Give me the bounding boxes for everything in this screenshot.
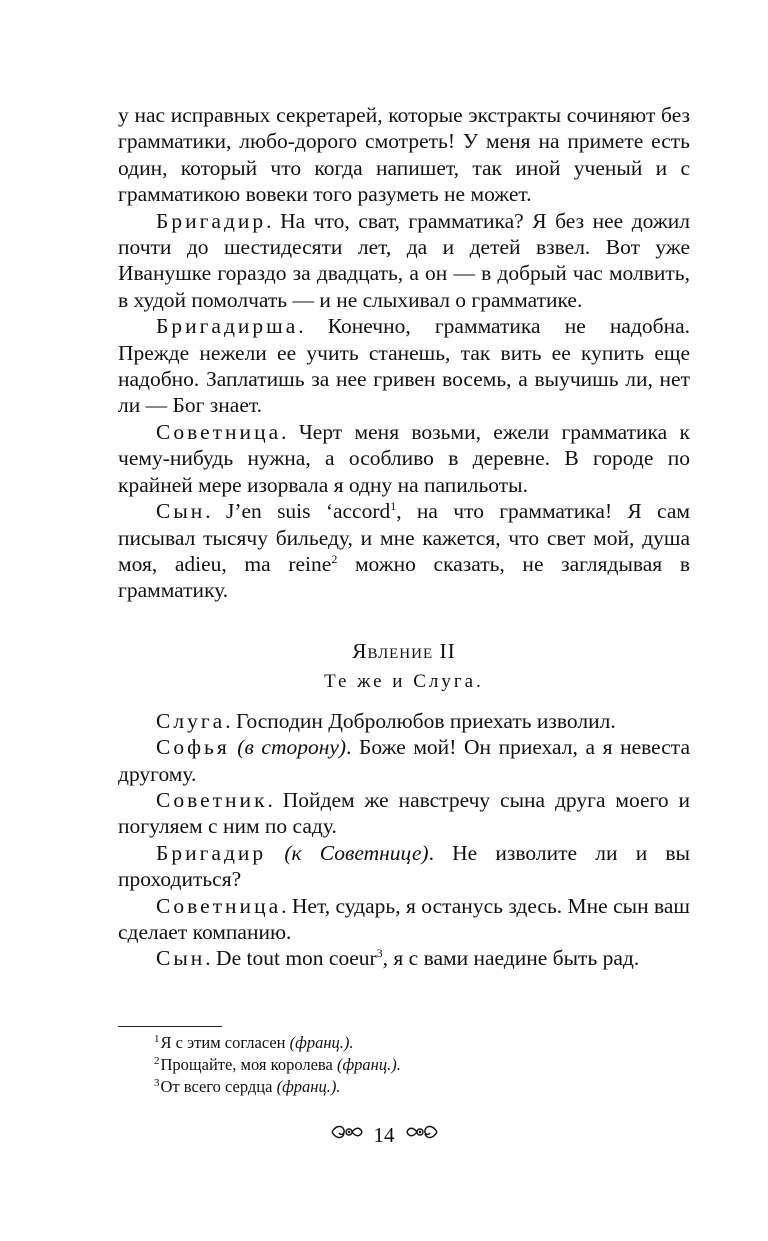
speech-text: . Боже мой! Он приехал, а я невеста другому. (118, 735, 690, 786)
footnote-ref: 2 (331, 551, 338, 566)
speaker-name: Слуга (156, 708, 226, 733)
footnote-text: От всего сердца (160, 1077, 277, 1096)
speaker-name: Сын (156, 499, 206, 524)
speaker-name: Бригадир (156, 208, 267, 233)
footnote-text: Прощайте, моя королева (160, 1055, 337, 1074)
footnote-rule (118, 1026, 222, 1027)
dialogue-paragraph (118, 734, 690, 787)
speech-text: . J’en suis ‘accord (205, 499, 391, 524)
page-footer (0, 1119, 768, 1150)
footnote-language-tag: (франц.). (276, 1077, 341, 1096)
speech-text: . Черт меня возьми, ежели грамматика к чему-нибудь нужна, а особливо в деревне. В городе по крайней мере изорвала я одну на папильоты. (118, 419, 690, 497)
scene-characters: Те же и Слуга. (324, 670, 484, 692)
stage-direction: (в сторону) (229, 735, 347, 760)
speaker-name: Советница (156, 419, 282, 444)
floral-ornament-left-icon (330, 1121, 364, 1150)
footnote-ref: 3 (376, 946, 383, 961)
speech-text: . Не изволите ли и вы проходиться? (118, 840, 690, 892)
footnote-number: 1 (154, 1032, 160, 1045)
dialogue-paragraph (118, 102, 690, 208)
floral-ornament-right-icon (405, 1121, 439, 1150)
footnote-number: 3 (154, 1076, 160, 1089)
scene-heading: Явление II (352, 638, 456, 663)
speech-text: , я с вами наедине быть рад. (382, 946, 640, 971)
speech-text: у нас исправных секретарей, которые экстракты сочиняют без грамматики, любо-дорого смотреть! У меня на примете есть один, который что когда напишет, так иной ученый и с грамматикою вовеки того разуметь не может. (118, 103, 690, 207)
page-number: 14 (373, 1123, 395, 1148)
footnotes (154, 1032, 674, 1098)
speech-text: , на что грамматика! Я сам писывал тысячу бильеду, и мне кажется, что свет мой, душа моя, adieu, ma reine (118, 499, 690, 576)
speaker-name: Советница (156, 893, 282, 918)
footnote-text: Я с этим согласен (160, 1033, 290, 1052)
footnote (154, 1076, 674, 1098)
paragraph-son (118, 498, 690, 604)
footnote-number: 2 (154, 1054, 160, 1067)
speaker-name: Бригадирша (156, 314, 299, 339)
footnote-ref: 1 (390, 498, 397, 513)
speech-text: . Пойдем же навстречу сына друга моего и погуляем с ним по саду. (118, 787, 690, 839)
dialogue-paragraph (118, 208, 690, 314)
speech-text: . De tout mon coeur (205, 946, 377, 971)
speaker-name: Советник (156, 787, 268, 812)
dialogue-paragraph (118, 419, 690, 498)
dialogue-paragraph (118, 893, 690, 946)
speech-text: . На что, сват, грамматика? Я без нее дожил почти до шестидесяти лет, да и детей взвел. Вот уже Иванушке гораздо за двадцать, а он — в добрый час молвить, в худой помолчать — и не слыхивал о грамматике. (118, 208, 690, 312)
dialogue-paragraph (118, 708, 690, 734)
footnote-language-tag: (франц.). (289, 1033, 354, 1052)
speaker-name: Софья (156, 735, 230, 760)
stage-direction: (к Советнице) (266, 840, 429, 865)
dialogue-paragraph (118, 840, 690, 893)
speaker-name: Сын (156, 946, 206, 971)
paragraph-son-last (118, 945, 690, 971)
footnote (154, 1054, 674, 1076)
speech-text: . Нет, сударь, я останусь здесь. Мне сын ваш сделает компанию. (118, 893, 690, 944)
dialogue-top (118, 102, 690, 498)
dialogue-paragraph (118, 787, 690, 840)
dialogue-bottom (118, 708, 690, 946)
speech-text: . Конечно, грамматика не надобна. Прежде нежели ее учить станешь, так вить ее купить еще надобно. Заплатишь за нее гривен восемь, а выучишь ли, нет ли — Бог знает. (118, 314, 690, 418)
speech-text: можно сказать, не заглядывая в грамматику. (118, 551, 690, 603)
speech-text: . Господин Добролюбов приехать изволил. (225, 708, 616, 733)
footnote (154, 1032, 674, 1054)
speaker-name: Бригадир (156, 840, 267, 865)
dialogue-paragraph (118, 313, 690, 419)
page-body (118, 102, 690, 972)
footnote-language-tag: (франц.). (336, 1055, 401, 1074)
